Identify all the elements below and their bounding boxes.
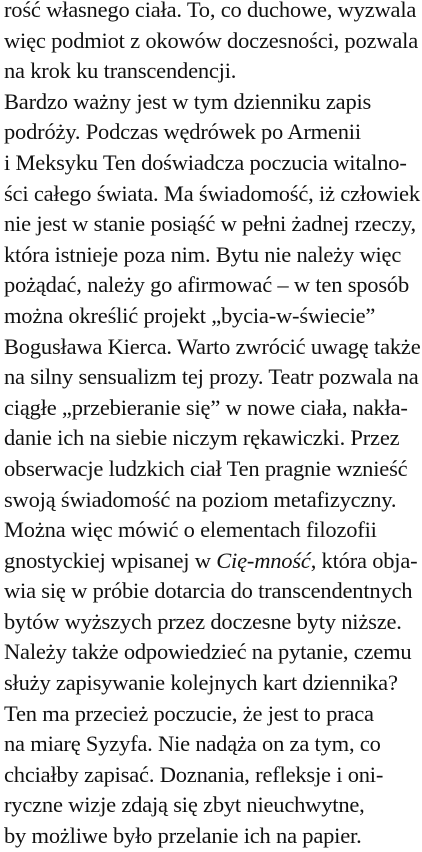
text-line: na miarę Syzyfa. Nie nadąża on za tym, co xyxy=(4,731,381,757)
text-line: ciągłe „przebieranie się” w nowe ciała, nakła- xyxy=(4,394,408,420)
text-line: Bogusława Kierca. Warto zwrócić uwagę także xyxy=(4,333,421,359)
text-line: swoją świadomość na poziom metafizyczny. xyxy=(4,486,397,512)
text-line: ryczne wizje zdają się zbyt nieuchwytne, xyxy=(4,792,365,818)
text-line: więc podmiot z okowów doczesności, pozwala xyxy=(4,27,418,53)
text-line: danie ich na siebie niczym rękawiczki. Przez xyxy=(4,425,400,451)
text-line: i Meksyku Ten doświadcza poczucia witalno- xyxy=(4,149,407,175)
text-line: rość własnego ciała. To, co duchowe, wyzwala xyxy=(4,0,417,22)
text-line: bytów wyższych przez doczesne byty niższe. xyxy=(4,608,402,634)
text-line: można określić projekt „bycia-w-świecie” xyxy=(4,302,376,328)
text-segment: gnostyckiej wpisanej w xyxy=(4,547,217,573)
text-segment: , która obja- xyxy=(310,547,418,573)
text-line: Należy także odpowiedzieć na pytanie, czemu xyxy=(4,639,412,665)
body-text xyxy=(4,0,421,852)
text-line: Ten ma przecież poczucie, że jest to praca xyxy=(4,700,374,726)
text-line: na krok ku transcendencji. xyxy=(4,58,237,84)
text-line: wia się w próbie dotarcia do transcendentnych xyxy=(4,578,413,604)
text-line xyxy=(4,546,418,577)
text-line: nie jest w stanie posiąść w pełni żadnej rzeczy, xyxy=(4,211,416,237)
text-line: podróży. Podczas wędrówek po Armenii xyxy=(4,119,361,145)
text-line: na silny sensualizm tej prozy. Teatr pozwala na xyxy=(4,364,419,390)
text-line: ści całego świata. Ma świadomość, iż człowiek xyxy=(4,180,420,206)
text-line: Można więc mówić o elementach filozofii xyxy=(4,517,377,543)
text-line: by możliwe było przelanie ich na papier. xyxy=(4,823,362,849)
text-line: służy zapisywanie kolejnych kart dziennika? xyxy=(4,670,398,696)
text-line: która istnieje poza nim. Bytu nie należy więc xyxy=(4,241,402,267)
text-line: obserwacje ludzkich ciał Ten pragnie wznieść xyxy=(4,455,408,481)
italic-title: Cię-mność xyxy=(216,547,311,573)
text-line: Bardzo ważny jest w tym dzienniku zapis xyxy=(4,88,372,114)
text-line: pożądać, należy go afirmować – w ten sposób xyxy=(4,272,410,298)
text-line: chciałby zapisać. Doznania, refleksje i oni- xyxy=(4,761,384,787)
